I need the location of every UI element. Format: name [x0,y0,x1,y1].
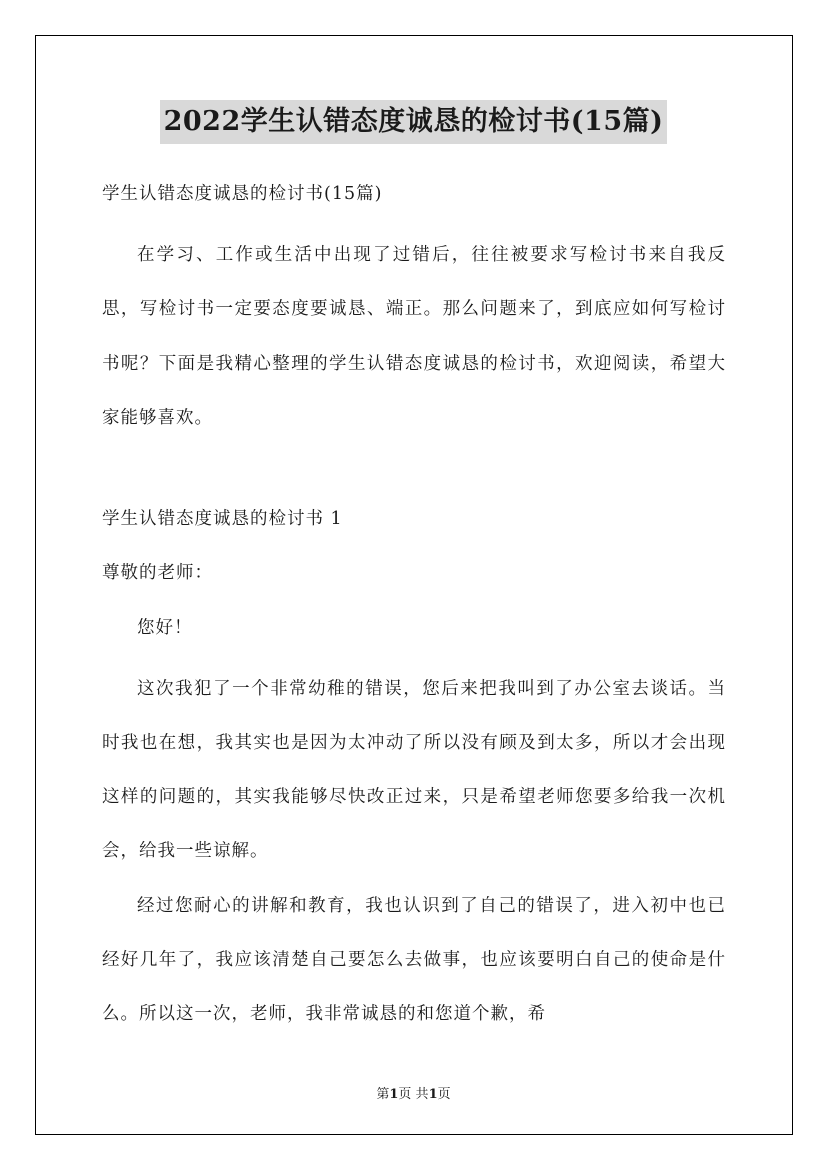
spacer [102,445,726,499]
intro-paragraph: 在学习、工作或生活中出现了过错后，往往被要求写检讨书来自我反思，写检讨书一定要态度要诚恳、端正。那么问题来了，到底应如何写检讨书呢？下面是我精心整理的学生认错态度诚恳的检讨书，欢迎阅读，希望大家能够喜欢。 [102,245,726,428]
greeting: 您好！ [137,617,193,638]
title-container [0,100,827,144]
body-paragraph-2: 经过您耐心的讲解和教育，我也认识到了自己的错误了，进入初中也已经好几年了，我应该清楚自己要怎么去做事，也应该要明白自己的使命是什么。所以这一次，老师，我非常诚恳的和您道个歉，希 [102,895,726,1024]
page-prefix: 第 [376,1087,390,1102]
document-body [102,174,726,1041]
section-heading: 学生认错态度诚恳的检讨书 1 [102,509,343,530]
body-paragraph-1: 这次我犯了一个非常幼稚的错误，您后来把我叫到了办公室去谈话。当时我也在想，我其实也是因为太冲动了所以没有顾及到太多，所以才会出现这样的问题的，其实我能够尽快改正过来，只是希望老师您要多给我一次机会，给我一些谅解。 [102,678,726,862]
page-number: 1 [389,1087,399,1102]
page-total: 1 [428,1087,438,1102]
page-suffix: 页 [437,1087,451,1102]
page-footer [0,1083,827,1102]
page-mid: 页 共 [398,1087,429,1102]
salutation: 尊敬的老师： [102,563,213,584]
document-subtitle: 学生认错态度诚恳的检讨书(15篇) [102,184,383,204]
document-title: 2022学生认错态度诚恳的检讨书(15篇) [160,100,668,144]
